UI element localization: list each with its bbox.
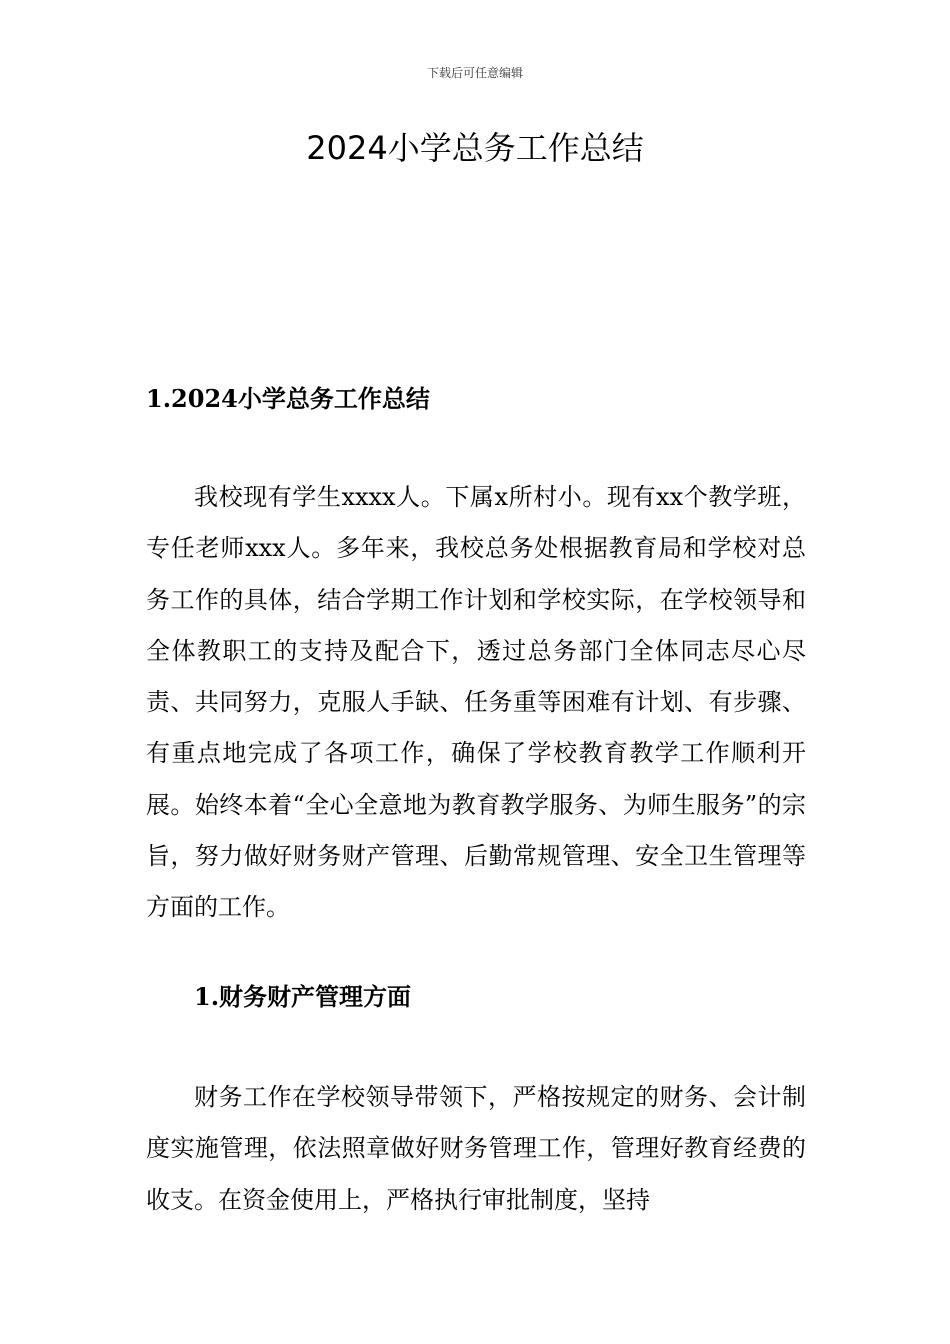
- finance-paragraph: 财务工作在学校领导带领下，严格按规定的财务、会计制度实施管理，依法照章做好财务管理工作，管理好教育经费的收支。在资金使用上，严格执行审批制度，坚持: [146, 1083, 806, 1214]
- intro-paragraph: 我校现有学生xxxx人。下属x所村小。现有xx个教学班，专任老师xxx人。多年来，我校总务处根据教育局和学校对总务工作的具体，结合学期工作计划和学校实际，在学校领导和全体教职工的支持及配合下，透过总务部门全体同志尽心尽责、共同努力，克服人手缺、任务重等困难有计划、有步骤、有重点地完成了各项工作，确保了学校教育教学工作顺利开展。始终本着“全心全意地为教育教学服务、为师生服务”的宗旨，努力做好财务财产管理、后勤常规管理、安全卫生管理等方面的工作。: [146, 483, 806, 922]
- header-note: 下载后可任意编辑: [426, 66, 523, 80]
- section-heading-finance: 1.财务财产管理方面: [194, 982, 412, 1011]
- document-title: 2024小学总务工作总结: [306, 129, 644, 167]
- section-heading-main: 1.2024小学总务工作总结: [146, 384, 430, 413]
